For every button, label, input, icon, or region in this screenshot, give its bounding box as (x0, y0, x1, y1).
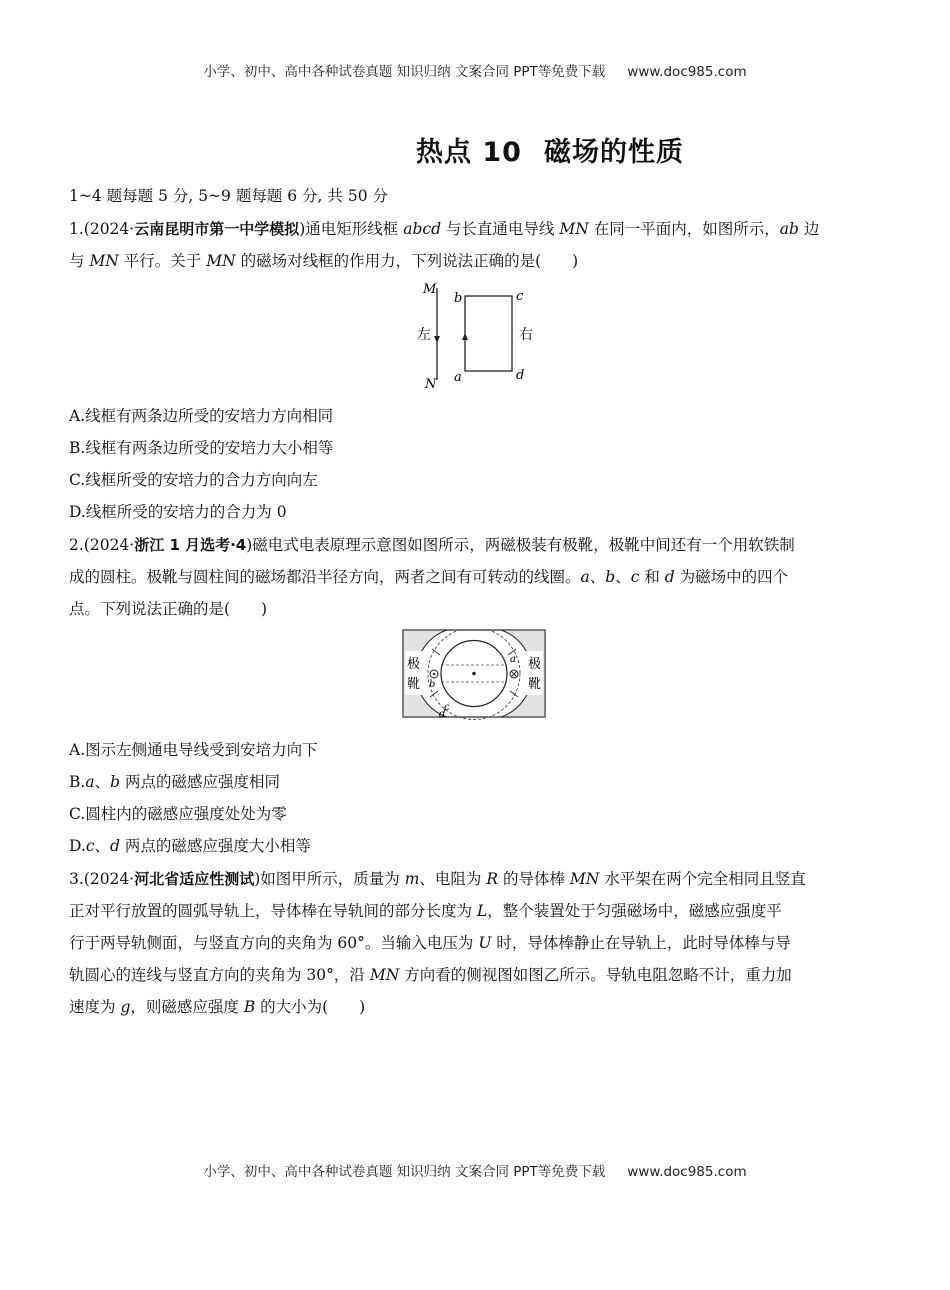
q1-figure (405, 280, 545, 395)
label-N: N (425, 377, 437, 392)
q1-option-b: B.线框有两条边所受的安培力大小相等 (69, 439, 334, 457)
loop-arrow (462, 333, 468, 340)
pole-left-1: 极 (407, 657, 421, 672)
point-c: c (444, 702, 450, 713)
q2-line-3: 点。下列说法正确的是( ) (69, 600, 268, 618)
page-header (0, 60, 950, 80)
loop-rect (465, 296, 512, 371)
q2-figure (402, 629, 548, 720)
pole-right-2: 靴 (528, 677, 542, 692)
label-a: a (454, 370, 462, 385)
point-b: b (429, 679, 436, 690)
pole-left-2: 靴 (407, 677, 421, 692)
q2-option-d: D.c、d 两点的磁感应强度大小相等 (69, 837, 311, 855)
score-note: 1~4 题每题 5 分, 5~9 题每题 6 分, 共 50 分 (69, 187, 388, 205)
point-a: a (510, 654, 516, 665)
q3-line-4: 轨圆心的连线与竖直方向的夹角为 30°，沿 MN 方向看的侧视图如图乙所示。导轨电阻忽略不计，重力加 (69, 966, 792, 984)
q1-line-2: 与 MN 平行。关于 MN 的磁场对线框的作用力，下列说法正确的是( ) (69, 252, 579, 270)
label-d: d (516, 368, 525, 383)
page-footer (0, 1160, 950, 1180)
q3-line-1: 3.(2024·河北省适应性测试)如图甲所示，质量为 m、电阻为 R 的导体棒 MN 水平架在两个完全相同且竖直 (69, 870, 806, 888)
page-title: 热点 10 磁场的性质 (416, 137, 684, 168)
pole-right-1: 极 (528, 657, 542, 672)
q1-option-c: C.线框所受的安培力的合力方向向左 (69, 471, 318, 489)
point-d: d (439, 709, 446, 720)
axis-dot (472, 672, 476, 676)
q2-option-c: C.圆柱内的磁感应强度处处为零 (69, 805, 287, 823)
header-text: 小学、初中、高中各种试卷真题 知识归纳 文案合同 PPT等免费下载 (203, 64, 606, 80)
label-M: M (423, 282, 437, 297)
q1-option-d: D.线框所受的安培力的合力为 0 (69, 503, 287, 521)
wire-arrow (434, 336, 440, 343)
q3-line-2: 正对平行放置的圆弧导轨上，导体棒在导轨间的部分长度为 L，整个装置处于匀强磁场中，磁感应强度平 (69, 902, 782, 920)
q3-line-3: 行于两导轨侧面，与竖直方向的夹角为 60°。当输入电压为 U 时，导体棒静止在导轨上，此时导体棒与导 (69, 934, 791, 952)
footer-text: 小学、初中、高中各种试卷真题 知识归纳 文案合同 PPT等免费下载 (203, 1164, 606, 1180)
q1-option-a: A.线框有两条边所受的安培力方向相同 (69, 407, 334, 425)
label-left: 左 (417, 327, 431, 343)
q1-line-1: 1.(2024·云南昆明市第一中学模拟)通电矩形线框 abcd 与长直通电导线 MN 在同一平面内，如图所示，ab 边 (69, 220, 820, 238)
label-c: c (516, 289, 524, 304)
header-url[interactable]: www.doc985.com (627, 64, 747, 80)
q2-option-b: B.a、b 两点的磁感应强度相同 (69, 773, 280, 791)
label-b: b (454, 291, 463, 306)
q2-option-a: A.图示左侧通电导线受到安培力向下 (69, 741, 318, 759)
q2-line-1: 2.(2024·浙江 1 月选考·4)磁电式电表原理示意图如图所示，两磁极装有极靴，极靴中间还有一个用软铁制 (69, 536, 795, 554)
q3-line-5: 速度为 g，则磁感应强度 B 的大小为( ) (69, 998, 366, 1016)
label-right: 右 (519, 327, 533, 343)
footer-url[interactable]: www.doc985.com (627, 1164, 747, 1180)
q2-line-2: 成的圆柱。极靴与圆柱间的磁场都沿半径方向，两者之间有可转动的线圈。a、b、c 和 d 为磁场中的四个 (69, 568, 789, 586)
